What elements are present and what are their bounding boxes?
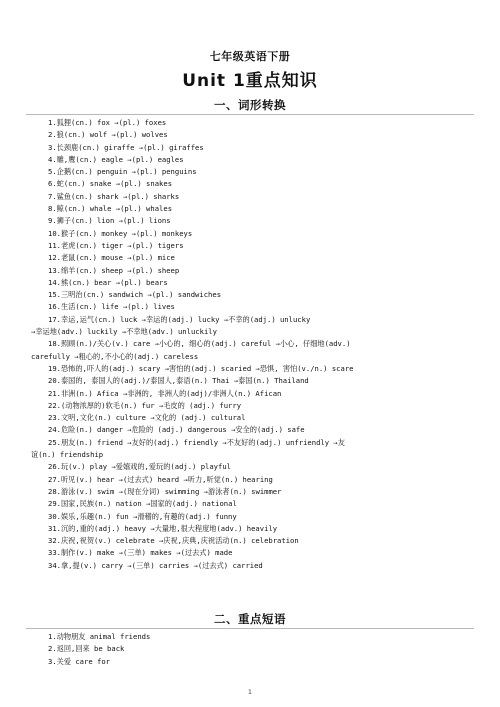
- list-item: 20.泰国的, 泰国人的(adj.)/泰国人,泰语(n.) Thai →泰国(n.) Thailand: [48, 376, 309, 386]
- list-item: 18.照顾(n.)/关心(v.) care →小心的, 细心的(adj.) careful →小心, 仔细地(adv.): [48, 339, 351, 349]
- list-item: 29.国家,民族(n.) nation →国家的(adj.) national: [48, 499, 237, 509]
- list-item: 28.游泳(v.) swim →(现在分词) swimming →游泳者(n.) swimmer: [48, 486, 282, 496]
- list-item: 30.娱乐,乐趣(n.) fun →滑稽的,有趣的(adj.) funny: [48, 511, 237, 521]
- key-phrases-list: [48, 631, 488, 668]
- list-item: 17.幸运,运气(cn.) luck →幸运的(adj.) lucky →不幸的(adj.) unlucky: [48, 314, 311, 324]
- list-item: 21.非洲(n.) Afica →非洲的, 非洲人的(adj)/非洲人(n.) Afican: [48, 388, 282, 398]
- list-item: 9.狮子(cn.) lion →(pl.) lions: [48, 216, 171, 226]
- list-item: 8.鲸(cn.) whale →(pl.) whales: [48, 204, 173, 214]
- list-item: 23.文明,文化(n.) culture →文化的 (adj.) cultural: [48, 413, 246, 423]
- list-item: 1.狐狸(cn.) fox →(pl.) foxes: [48, 118, 167, 127]
- list-item: 谊(n.) friendship: [31, 450, 104, 460]
- list-item: 3.关爱 care for: [48, 656, 110, 666]
- list-item: 15.三明治(cn.) sandwich →(pl.) sandwiches: [48, 290, 222, 300]
- list-item: 25.朋友(n.) friend →友好的(adj.) friendly →不友好的(adj.) unfriendly →友: [48, 437, 345, 447]
- list-item: 19.恐怖的,吓人的(adj.) scary →害怕的(adj.) scaried →恐惧, 害怕(v./n.) scare: [48, 363, 354, 373]
- list-item: 27.听见(v.) hear →(过去式) heard →听力,听觉(n.) hearing: [48, 474, 273, 484]
- list-item: 32.庆祝,祝贺(v.) celebrate →庆祝,庆典,庆祝活动(n.) celebration: [48, 536, 299, 546]
- list-item: 34.拿,提(v.) carry →(三单) carries →(过去式) carried: [48, 560, 263, 570]
- list-item: 5.企鹅(cn.) penguin →(pl.) penguins: [48, 167, 197, 177]
- list-item: 7.鲨鱼(cn.) shark →(pl.) sharks: [48, 191, 180, 201]
- list-item: 22.(动物浓厚的)软毛(n.) fur →毛皮的 (adj.) furry: [48, 400, 242, 410]
- list-item: 14.熊(cn.) bear →(pl.) bears: [48, 277, 168, 287]
- list-item: →幸运地(adv.) luckily →不幸地(adv.) unluckily: [31, 327, 217, 337]
- list-item: 10.猴子(cn.) monkey →(pl.) monkeys: [48, 228, 193, 238]
- list-item: 26.玩(v.) play →爱嬉戏的,爱玩的(adj.) playful: [48, 462, 231, 472]
- list-item: 1.动物朋友 animal friends: [48, 632, 151, 641]
- word-forms-list: [31, 117, 488, 572]
- list-item: 11.老虎(cn.) tiger →(pl.) tigers: [48, 240, 184, 250]
- section-divider: [26, 114, 474, 115]
- section-heading-word-forms: 一、词形转换: [214, 98, 286, 112]
- list-item: 33.制作(v.) make →(三单) makes →(过去式) made: [48, 548, 233, 558]
- list-item: 13.绵羊(cn.) sheep →(pl.) sheep: [48, 265, 180, 275]
- list-item: 12.老鼠(cn.) mouse →(pl.) mice: [48, 253, 175, 263]
- page-number: 1: [247, 688, 253, 696]
- list-item: 16.生活(cn.) life →(pl.) lives: [48, 302, 175, 312]
- list-item: carefully →粗心的,不小心的(adj.) careless: [31, 351, 199, 361]
- grade-title: 七年级英语下册: [209, 50, 291, 63]
- list-item: 6.蛇(cn.) snake →(pl.) snakes: [48, 179, 173, 189]
- section-divider: [26, 628, 474, 629]
- list-item: 4.雕,鹰(cn.) eagle →(pl.) eagles: [48, 154, 184, 164]
- list-item: 24.危险(n.) danger →危险的 (adj.) dangerous →安全的(adj.) safe: [48, 425, 305, 435]
- list-item: 3.长颈鹿(cn.) giraffe →(pl.) giraffes: [48, 142, 204, 152]
- list-item: 2.返回,回来 be back: [48, 644, 125, 654]
- section-heading-key-phrases: 二、重点短语: [214, 612, 286, 626]
- list-item: 31.沉的,重的(adj.) heavy →大量地,很大程度地(adv.) heavily: [48, 523, 278, 533]
- unit-title: Unit 1重点知识: [182, 71, 318, 91]
- list-item: 2.狼(cn.) wolf →(pl.) wolves: [48, 130, 168, 140]
